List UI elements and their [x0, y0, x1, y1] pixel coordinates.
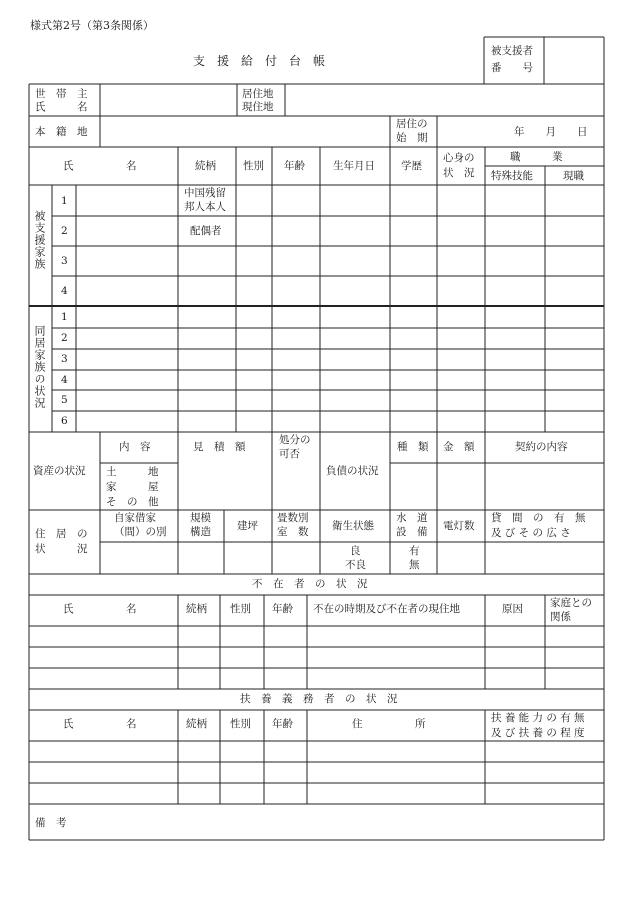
asset-land: 土 地 — [106, 466, 159, 478]
col-gender: 性別 — [243, 160, 264, 172]
housing-rooms-1: 貸 間 の 有 無 — [491, 512, 586, 524]
housing-own-rent-2: （間）の別 — [114, 526, 167, 538]
absentees-col-name: 氏 名 — [63, 603, 137, 615]
housing-floor-area: 建坪 — [237, 520, 258, 532]
assets-disposal-2: 可否 — [279, 448, 300, 460]
absentees-col-family-2: 関係 — [550, 611, 571, 623]
housing-label-1: 住 居 の — [35, 528, 88, 540]
residence-start-label-1: 居住の — [396, 118, 428, 130]
col-health-1: 心身の — [443, 152, 475, 164]
address-field[interactable] — [286, 85, 603, 115]
obligors-col-relation: 続柄 — [186, 718, 207, 730]
asset-house: 家 屋 — [106, 481, 159, 493]
recipient-number-field[interactable] — [545, 38, 603, 83]
col-education: 学歴 — [401, 160, 422, 172]
absentees-col-family-1: 家庭との — [550, 597, 592, 609]
obligors-col-capacity-2: 及 び 扶 養 の 程 度 — [491, 727, 585, 739]
housing-rooms-2: 及 び そ の 広 さ — [491, 527, 571, 539]
col-current-job: 現職 — [563, 170, 584, 182]
address-label-1: 居住地 — [242, 88, 274, 100]
recipient-number-label-1: 被支援者 — [491, 45, 533, 57]
cohabiting-row-number: 6 — [61, 415, 68, 427]
obligors-section-title: 扶 養 義 務 者 の 状 況 — [240, 693, 398, 705]
debt-amount: 金 額 — [443, 441, 475, 453]
relation-self-2: 邦人本人 — [184, 201, 226, 213]
household-label-1: 世 帯 主 — [35, 88, 88, 100]
form-number: 様式第2号（第3条関係） — [30, 19, 154, 32]
relation-self-1: 中国残留 — [184, 187, 226, 199]
absentees-col-reason: 原因 — [502, 603, 523, 615]
assets-estimate: 見 積 額 — [193, 441, 246, 453]
cohabiting-row-number: 5 — [61, 394, 68, 406]
address-label-2: 現住地 — [242, 101, 274, 113]
col-occupation: 職 業 — [510, 151, 563, 163]
housing-lamps: 電灯数 — [443, 520, 475, 532]
absentees-col-relation: 続柄 — [186, 603, 207, 615]
obligors-col-name: 氏 名 — [63, 718, 137, 730]
obligors-col-address: 住 所 — [352, 718, 426, 730]
housing-hygiene: 衛生状態 — [332, 520, 374, 532]
housing-scale-2: 構造 — [190, 526, 211, 538]
col-birthdate: 生年月日 — [333, 160, 375, 172]
water-yes[interactable]: 有 — [409, 545, 420, 557]
hygiene-good[interactable]: 良 — [350, 545, 361, 557]
household-label-2: 氏 名 — [35, 101, 88, 113]
supported-row-number: 3 — [61, 255, 68, 267]
relation-spouse: 配偶者 — [190, 225, 222, 237]
supported-row-number: 2 — [61, 225, 68, 237]
housing-own-rent-1: 自家借家 — [114, 512, 156, 524]
debt-contract: 契約の内容 — [515, 441, 568, 453]
col-age: 年齢 — [284, 160, 305, 172]
domicile-label: 本 籍 地 — [35, 126, 88, 138]
remarks-label: 備 考 — [35, 817, 67, 829]
recipient-number-label-2: 番 号 — [491, 62, 533, 74]
absentees-col-period: 不在の時期及び不在者の現住地 — [313, 603, 460, 615]
housing-scale-1: 規模 — [190, 512, 211, 524]
col-relation: 続柄 — [195, 160, 216, 172]
housing-tatami-2: 室 数 — [277, 526, 309, 538]
cohabiting-row-number: 3 — [61, 353, 68, 365]
remarks-field[interactable] — [90, 805, 603, 839]
hygiene-poor[interactable]: 不良 — [345, 559, 366, 571]
col-health-2: 状 況 — [443, 167, 475, 179]
cohabiting-family-label: 同居家族の状況 — [33, 325, 46, 409]
supported-row-number: 1 — [61, 195, 68, 207]
page-title: 支 援 給 付 台 帳 — [193, 54, 326, 68]
household-head-name-field[interactable] — [101, 85, 236, 115]
asset-other: そ の 他 — [106, 496, 159, 508]
supported-row-number: 4 — [61, 285, 68, 297]
debt-type: 種 類 — [397, 441, 429, 453]
housing-tatami-1: 畳数別 — [277, 512, 309, 524]
absentees-col-age: 年齢 — [272, 603, 293, 615]
domicile-field[interactable] — [101, 117, 389, 146]
cohabiting-row-number: 4 — [61, 374, 68, 386]
absentees-section-title: 不 在 者 の 状 況 — [252, 578, 368, 590]
housing-water-2: 設 備 — [396, 526, 428, 538]
water-no[interactable]: 無 — [409, 559, 420, 571]
col-name: 氏 名 — [63, 160, 137, 172]
assets-contents: 内 容 — [119, 441, 151, 453]
housing-water-1: 水 道 — [396, 512, 428, 524]
obligors-col-gender: 性別 — [230, 718, 251, 730]
assets-label: 資産の状況 — [33, 465, 86, 477]
col-special-skill: 特殊技能 — [491, 170, 533, 182]
housing-label-2: 状 況 — [35, 543, 88, 555]
obligors-col-capacity-1: 扶 養 能 力 の 有 無 — [491, 712, 585, 724]
residence-start-label-2: 始 期 — [396, 132, 428, 144]
assets-disposal-1: 処分の — [279, 434, 311, 446]
residence-start-date[interactable]: 年 月 日 — [514, 126, 588, 138]
supported-family-label: 被支援家族 — [33, 210, 46, 270]
debt-label: 負債の状況 — [326, 465, 379, 477]
cohabiting-row-number: 2 — [61, 332, 68, 344]
obligors-col-age: 年齢 — [272, 718, 293, 730]
cohabiting-row-number: 1 — [61, 311, 68, 323]
absentees-col-gender: 性別 — [230, 603, 251, 615]
